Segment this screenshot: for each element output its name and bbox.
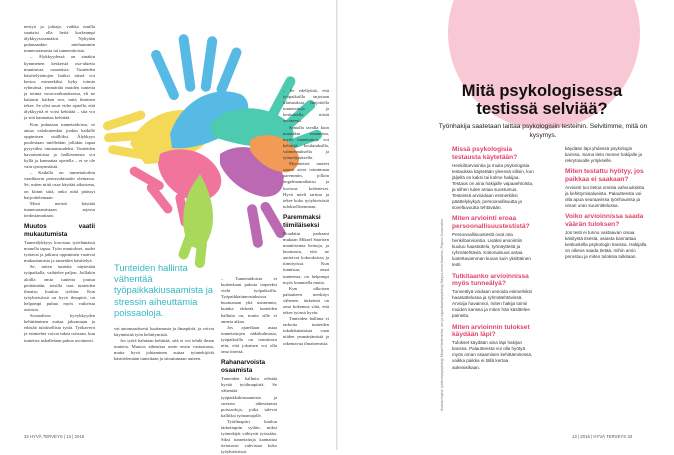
page-gutter	[336, 0, 338, 450]
qa-answer: Arviointi tuo tietoa omista vahvuuksista ja kehittymisalueista. Palautteesta voi olla apua seuraavissa työnhauissa ja oman uran suunnittelussa.	[565, 184, 645, 209]
subheading: Paremmaksi tiimiläiseksi	[283, 213, 321, 229]
qa-question: Miten arvioinnin tulokset käydään läpi?	[452, 323, 530, 339]
paragraph: Jos ajatellaan asiaa tunnetaitojen näkökulmasta, työpaikoilla on toimittava niin, että jokainen voi olla oma itsensä.	[221, 324, 277, 355]
left-col-4	[283, 88, 329, 426]
paragraph: Kun ulkoisen palautteen merkitys vähenee, tärkeintä on oma kokemus siitä, että tekee työnsä hyvin.	[283, 285, 329, 316]
paragraph: Jos työtä halutaan kehittää, sitä ei voi tehdä ilman tunteita. Muutos aiheuttaa usein ensin vastustusta, mutta hyvä johtaminen auttaa työntekijöitä käsittelemään tunteitaan ja sitoutumaan uuteen.	[114, 338, 214, 362]
paragraph: – Kaikilla on tunnetaitoihin vaadittavat perusvalmiudet olemassa. Se, miten niitä osaa käyttää aikuisena, on kiinni siitä, onko niitä päässyt harjoittelemaan.	[24, 170, 95, 200]
qa-question: Missä psykologisia testausta käytetään?	[452, 146, 518, 161]
right-col-a	[452, 146, 534, 426]
right-col-b	[565, 146, 647, 426]
paragraph: – Älykkyydessä on ainakin kymmenen keskeistä osa-aluetta muuttuvaa osaamista. Tunteiden käsittelytaitojen lisäksi niistä voi kertoa esimerkiksi kyky toimia ryhmässä, ymmärtää muiden tunteita ja toimia vuorovaikutuksessa, eli ne kattavat kaiken sen, mitä ihminen tekee. Se olisi suuri virhe ajatella, että älykkyyttä ei voisi kehittää – sitä voi ja sitä kannattaa kehittää.	[24, 54, 95, 121]
qa-answer: Jos testi ei tunnu vastaavan omaa käsitystä itsestä, asiasta kannattaa keskustella psykologin kanssa. Hakijalla on oikeus saada tietää, mihin arvio perustuu ja miten tuloksia tulkitaan.	[565, 229, 647, 260]
paragraph: – Tunnetaidoista ei kuitenkaan puhuta tarpeeksi vielä työpaikoilla. Työpaikkaiinnostuksissa huomataan yhä useammin, kuinka tärkeää tunteiden hallinta on, mutta sille ei anneta aikaa.	[221, 276, 277, 324]
paragraph: Tunteiden hallinta ei tarkoita tunteiden tukahduttamista vaan niiden ymmärtämistä ja rakentavaa ilmaisemista.	[283, 316, 329, 346]
qa-question: Voiko arvioinnissa saada väärän tuloksen?	[565, 213, 644, 229]
expert-credit	[440, 186, 445, 411]
left-page-footer: 32 HYVÄ TERVEYS | 13 | 2016	[24, 434, 85, 439]
paragraph: Tunteiden hallinta edistää hyvää työilmapiiriä. Se vähentää työpaikkakiusaamista ja stressin aiheuttamia poissaoloja, jotka tulevat kalliiksi työnantajalle.	[221, 376, 277, 418]
qa-answer: Tulokset käydään aina läpi hakijan kanssa. Palautteesta voi olla hyötyä myös oman osaamisen kehittämisessä, vaikka paikka ei tällä kertaa aukeaisikaan.	[452, 340, 533, 370]
paragraph: Sosiaalisen kyvykkyyden kehittäminen auttaa jaksamaan ja edistää tuloksellista työtä. Työkaverit ja esimiehet voivat tukea toisiaan, kun tunteista uskalletaan puhua avoimesti.	[24, 313, 95, 343]
qa-answer: Persoonallisuustestit ovat osa henkilöarviointia. Lisäksi arviointiin kuuluu haastattelu, työnäytteitä ja ryhmätehtäviä. Kokonaisuus antaa luotettavamman kuvan kuin yksittäinen testi.	[452, 231, 531, 268]
paragraph: – Se edellyttää, että työpaikoilla tarjotaan tilaisuuksia harjoitella tunnetaitoja ja keskustella niistä avoimesti.	[283, 88, 329, 124]
paragraph: nestyä ja johtaja, vaikka muilla saattaisi olla heitä korkeampi älykkyysosamäärä. Nykyään puhutaankin mieluummin tunneosaamista tai tunnetaitoista.	[24, 24, 95, 54]
right-page-footer: 13 | 2016 | HYVÄ TERVEYS 33	[572, 434, 633, 439]
qa-question: Tutkitaanko arvioinnissa myös tunneälyä?	[452, 272, 529, 288]
paragraph: Tunneälykkyys korostuu työelämässä monella tapaa. Työn muutokset, uudet työtavat ja jatkuva oppiminen vaativat mukautumista ja tunteiden käsittelyä.	[24, 240, 95, 264]
expert-credit-text: Asiantuntijana: työterveyspsykologi Mikael Nederström, sen ja organisaatiopsykologi Marja-Leena Haavisto, Psycon Corporation	[440, 218, 444, 411]
subheading: Muutos vaatii mukautumista	[24, 223, 95, 238]
subheading: Rahanarvoista osaamista	[221, 359, 266, 375]
page-title: Mitä psykologisessa testissä selviää?	[461, 82, 623, 118]
paragraph: vat automaattisesti luottamusta ja ilmapiiriä, ja voivat käynnistää työn kehittymistä.	[114, 326, 214, 338]
paragraph: Se, miten tunteita näytetään työpaikalla, vaihtelee paljon. Joillakin aloilla omia tunteita joutuu peittämään, toisilla taas tunteiden ilmaisu kuuluu työhön. Kun työyhteisössä on hyvä ilmapiiri, on helpompi puhua myös vaikeista asioista.	[24, 264, 95, 313]
pull-quote: Tunteiden hallinta vähentää työpaikkakiusaamista ja stressin aiheuttamia poissaoloja.	[114, 262, 214, 318]
paragraph: Myönteiset tunteet saavat aivot toimimaan paremmin, jolloin ongelmanratkaisu ja luovuus kohenevat. Hyvä mieli tarttuu ja tekee koko työyhteisöstä tuloksellisemman.	[283, 161, 329, 209]
paragraph: Samalla tavalla kuin muutakin osaamista, myös tunnetaitoja voi kehittää koulutuksilla, valmennuksella ja työnohjauksella.	[283, 124, 329, 161]
paragraph: Työilmapiiri kuuluu tärkeimpiin syihin, miksi työntekijät viihtyvät työssään. Siksi tunnetaitoja kannattaa tietoisesti vahvistaa koko työyhteisössä.	[221, 418, 277, 455]
lead-paragraph: Työnhakija saatetaan laittaa psykologisiin testeihin. Selvitimme, mitä on kysymys.	[438, 123, 648, 139]
qa-answer: Tunneälyä voidaan arvioida esimerkiksi haastattelussa ja ryhmätehtävissä. Arvioija havainnoi, miten hakija toimii muiden kanssa ja miten hän käsittelee paineita.	[452, 289, 533, 319]
qa-question: Miten arviointi eroaa persoonallisuustestistä?	[452, 215, 530, 231]
left-col-3	[221, 276, 277, 455]
paragraph: Noudatin parhaani mukaan Mikael Saarisen mainitsemia keinoja, ja huomasin, että ne auttoivat kokouksissa ja tiimityössä. Kun tunnistaa omat tunteensa, on helpompi myös kuunnella muita.	[283, 230, 329, 285]
paragraph: Kun puhutaan tunnetaidoista, se antaa valokuitenkin jonkin kaikille oppimisen sisällöksi. Älykkyys puolestaan mielletään jollakin tapaa pysyväksi ominaisuudeksi. Tunteiden havaitsemista ja hallitsemista voi kyllä ja kannattaa opetella – ei se ole vain synnynnäistä.	[24, 121, 95, 170]
paragraph: Moni meistä käyttää tunneosaamistaan arjessa tiedostamattaan.	[24, 200, 95, 218]
qa-answer: Henkilöarviointia ja muita psykologisia testauksia käytetään yleensä silloin, kun jäljellä on kaksi tai kolme hakijaa. Testaus on aina hakijalle vapaaehtoista, ja siihen tulee antaa suostumus. Testeissä arvioidaan esimerkiksi päättelykykyä, persoonallisuutta ja soveltuvuutta tehtävään.	[452, 162, 534, 211]
qa-answer: käydään läpi yhdessä psykologin kanssa. Sama tieto menee hakijalle ja rekrytoivalle yritykselle.	[565, 146, 643, 164]
qa-question: Miten testattu hyötyy, jos paikkaa ei saakaan?	[565, 168, 644, 184]
left-col-2	[114, 326, 214, 426]
left-col-1	[24, 24, 95, 426]
